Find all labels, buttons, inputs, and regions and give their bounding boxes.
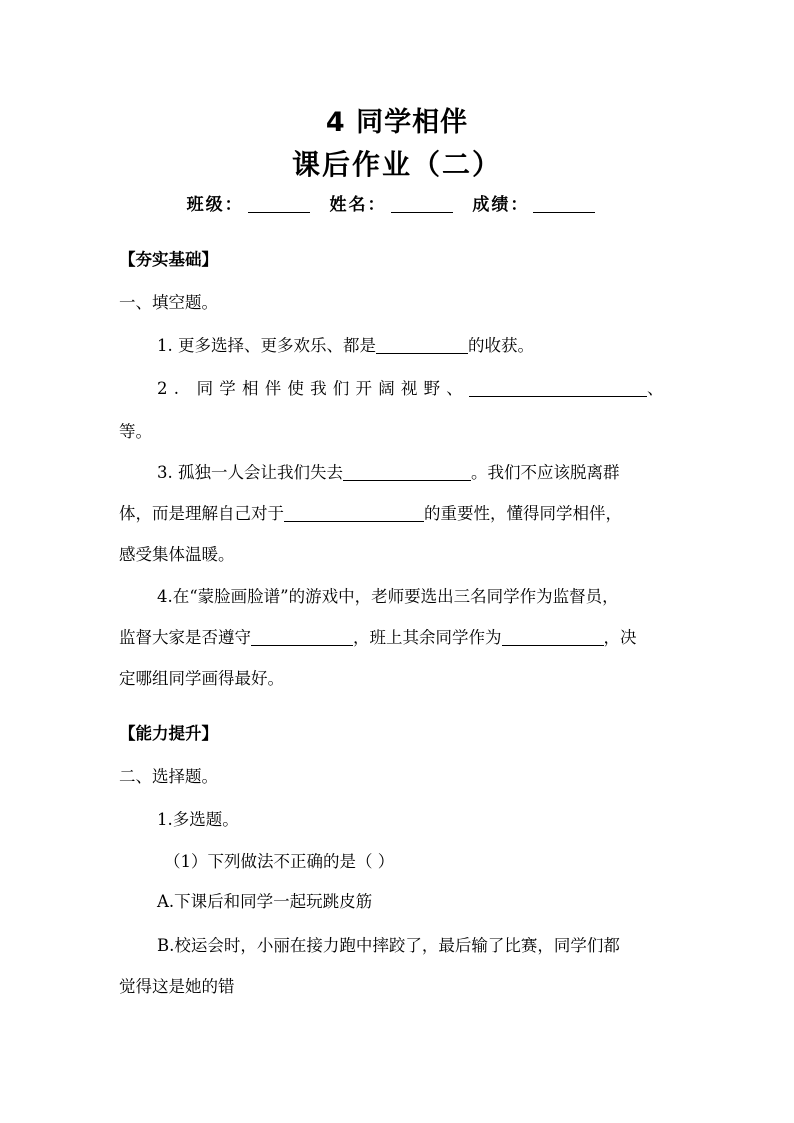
option-b-line-2: 觉得这是她的错 bbox=[119, 977, 235, 996]
option-a[interactable]: A.下课后和同学一起玩跳皮筋 bbox=[157, 892, 373, 911]
class-label: 班级： bbox=[186, 195, 244, 215]
question-1-blank[interactable] bbox=[376, 336, 468, 354]
question-3-line-2-text-end: 的重要性，懂得同学相伴， bbox=[424, 504, 622, 523]
question-4-blank-1[interactable] bbox=[251, 628, 353, 646]
question-3-blank-2[interactable] bbox=[284, 504, 424, 522]
question-3-line-3: 感受集体温暖。 bbox=[119, 545, 235, 564]
question-4-line-3: 定哪组同学画得最好。 bbox=[119, 669, 284, 688]
score-blank[interactable] bbox=[533, 194, 595, 213]
question-2-text: 2. 同学相伴使我们开阔视野、 bbox=[157, 379, 469, 398]
question-4-line-2-text: 监督大家是否遵守 bbox=[119, 628, 251, 647]
question-3-line-2 bbox=[119, 500, 622, 524]
question-3 bbox=[157, 459, 620, 483]
question-1 bbox=[157, 332, 534, 356]
question-3-text-end: 。我们不应该脱离群 bbox=[471, 463, 620, 482]
question-1-text: 1. 更多选择、更多欢乐、都是 bbox=[157, 336, 376, 355]
section-heading-ability: 【能力提升】 bbox=[119, 724, 218, 743]
part-heading-fill-in: 一、填空题。 bbox=[119, 293, 218, 312]
question-4-blank-2[interactable] bbox=[502, 628, 604, 646]
score-label: 成绩： bbox=[472, 195, 530, 215]
question-3-line-2-text: 体，而是理解自己对于 bbox=[119, 504, 284, 523]
question-3-blank-1[interactable] bbox=[343, 463, 471, 481]
question-4-line-2-end: ，决 bbox=[603, 628, 637, 647]
multi-choice-label: 1.多选题。 bbox=[157, 810, 239, 829]
question-4-line-2 bbox=[119, 624, 637, 648]
section-heading-basics: 【夯实基础】 bbox=[119, 250, 218, 269]
worksheet-subtitle: 课后作业（二） bbox=[291, 148, 502, 181]
question-3-text: 3. 孤独一人会让我们失去 bbox=[157, 463, 343, 482]
option-b[interactable]: B.校运会时，小丽在接力跑中摔跤了，最后输了比赛，同学们都 bbox=[157, 936, 620, 955]
part-heading-choice: 二、选择题。 bbox=[119, 767, 218, 786]
question-4: 4.在“蒙脸画脸谱”的游戏中，老师要选出三名同学作为监督员， bbox=[157, 587, 619, 606]
name-blank[interactable] bbox=[391, 194, 453, 213]
question-1-text-end: 的收获。 bbox=[468, 336, 534, 355]
question-2 bbox=[157, 375, 670, 399]
question-2-line-2: 等。 bbox=[119, 422, 152, 441]
choice-question: （1）下列做法不正确的是（ ） bbox=[164, 852, 395, 871]
student-info-line bbox=[0, 190, 794, 215]
name-label: 姓名： bbox=[329, 195, 387, 215]
lesson-title: 4 同学相伴 bbox=[325, 107, 469, 138]
question-2-blank[interactable] bbox=[469, 379, 647, 397]
question-2-text-end: 、 bbox=[647, 379, 670, 398]
class-blank[interactable] bbox=[248, 194, 310, 213]
question-4-line-2-mid: ，班上其余同学作为 bbox=[353, 628, 502, 647]
